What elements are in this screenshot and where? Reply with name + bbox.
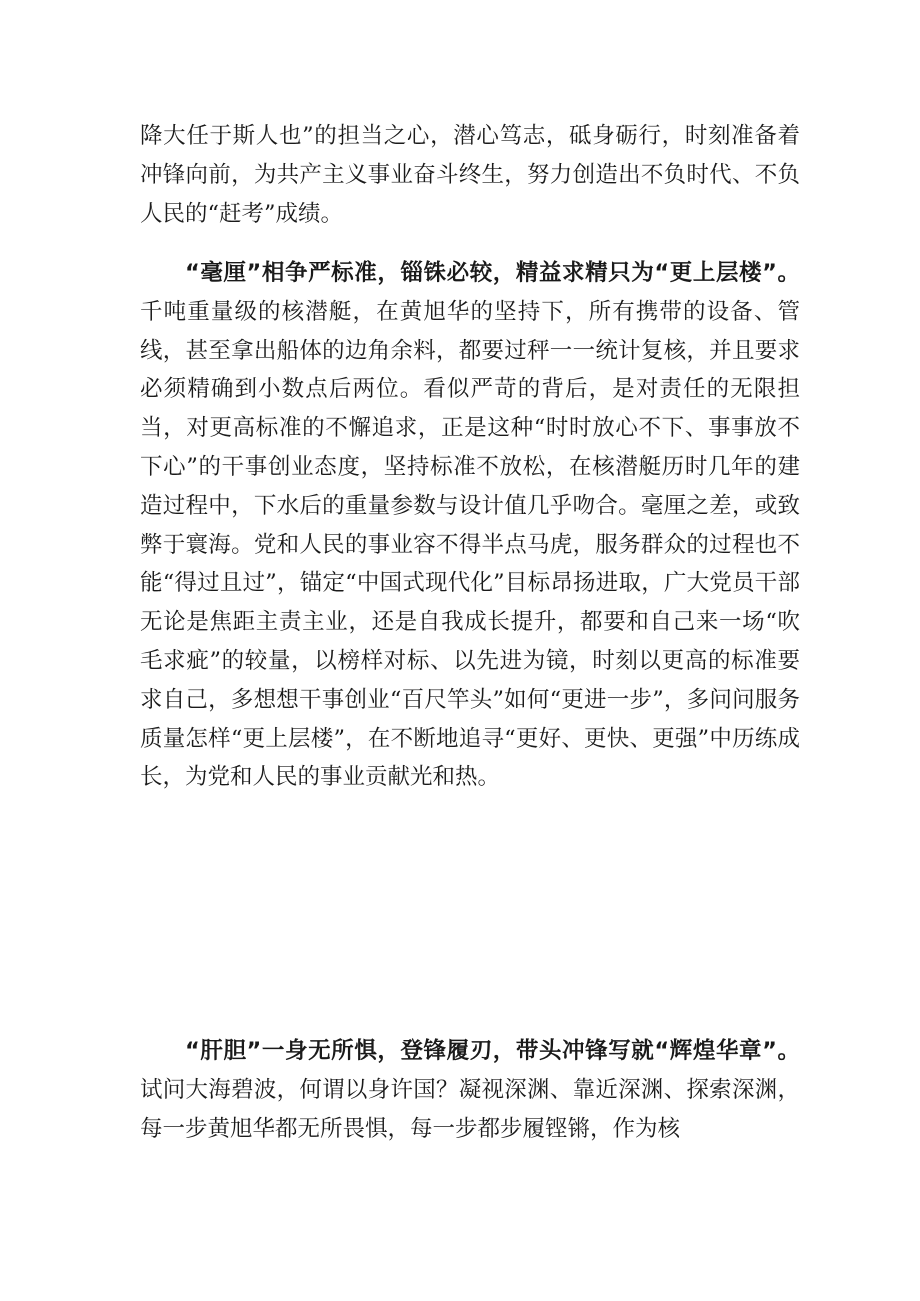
- paragraph-2-body: 千吨重量级的核潜艇，在黄旭华的坚持下，所有携带的设备、管线，甚至拿出船体的边角余料，都要过秤一一统计复核，并且要求必须精确到小数点后两位。看似严苛的背后，是对责任的无限担当，对更高标准的不懈追求，正是这种“时时放心不下、事事放不下心”的干事创业态度，坚持标准不放松，在核潜艇历时几年的建造过程中，下水后的重量参数与设计值几乎吻合。毫厘之差，或致弊于寰海。党和人民的事业容不得半点马虎，服务群众的过程也不能“得过且过”，锚定“中国式现代化”目标昂扬进取，广大党员干部无论是焦距主责主业，还是自我成长提升，都要和自己来一场“吹毛求疵”的较量，以榜样对标、以先进为镜，时刻以更高的标准要求自己，多想想干事创业“百尺竿头”如何“更进一步”，多问问服务质量怎样“更上层楼”，在不断地追寻“更好、更快、更强”中历练成长，为党和人民的事业贡献光和热。: [140, 298, 800, 791]
- paragraph-3: [140, 1032, 800, 1148]
- paragraph-2-heading: “毫厘”相争严标准，锱铢必较，精益求精只为“更上层楼”。: [185, 260, 800, 286]
- paragraph-1-body: 降大任于斯人也”的担当之心，潜心笃志，砥身砺行，时刻准备着冲锋向前，为共产主义事业奋斗终生，努力创造出不负时代、不负人民的“赶考”成绩。: [140, 123, 800, 227]
- paragraph-1: [140, 117, 800, 233]
- paragraph-2: [140, 254, 800, 797]
- paragraph-3-body: 试问大海碧波，何谓以身许国？凝视深渊、靠近深渊、探索深渊，每一步黄旭华都无所畏惧，每一步都步履铿锵，作为核: [140, 1076, 800, 1142]
- paragraph-3-heading: “肝胆”一身无所惧，登锋履刃，带头冲锋写就“辉煌华章”。: [185, 1038, 800, 1064]
